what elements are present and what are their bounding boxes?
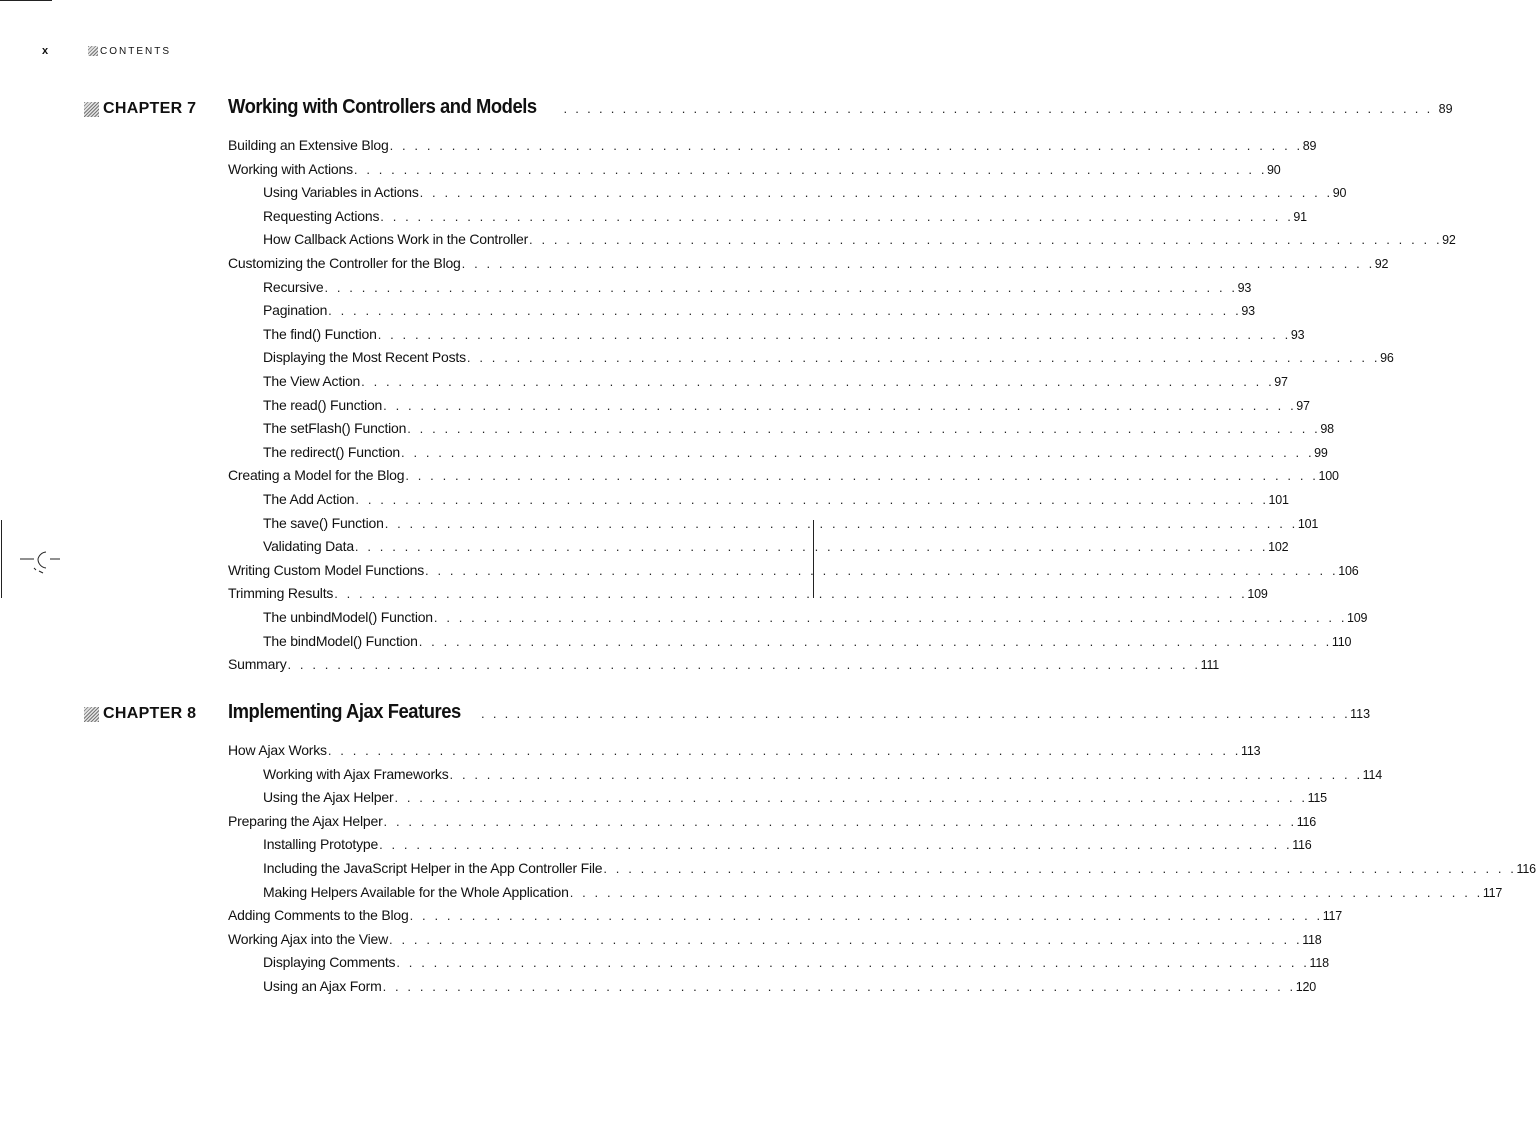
dot-leader: . . . . . . . . . . . . . . . . . . . . . . . . . . . . . . . . . . . . . . . . . . . . . . . . . . . . . . . . . . . . . . . . . . . . . . . . . . [389,931,1303,947]
toc-entry-page-number: 97 [1274,375,1288,389]
crop-mark-top [0,0,52,1]
dot-leader: . . . . . . . . . . . . . . . . . . . . . . . . . . . . . . . . . . . . . . . . . . . . . . . . . . . . . . . . . . . . . . . . . . . . . . . . . . [383,813,1297,829]
dot-leader: . . . . . . . . . . . . . . . . . . . . . . . . . . . . . . . . . . . . . . . . . . . . . . . . . . . . . . . . . . . . . . . . . . . . . . . . . . [379,837,1293,853]
chapter-title: Implementing Ajax Features [228,701,461,723]
toc-entry-title: Making Helpers Available for the Whole Application [263,883,569,900]
toc-entry-title: Validating Data [263,538,354,555]
toc-entry-title: Requesting Actions [263,207,380,224]
toc-entry-title: Recursive [263,278,324,295]
toc-entry[interactable] [263,373,1288,393]
toc-entry-title: Using the Ajax Helper [263,789,394,806]
dot-leader: . . . . . . . . . . . . . . . . . . . . . . . . . . . . . . . . . . . . . . . . . . . . . . . . . . . . . . . . . . . . . . . . . . . . . . . . . . [380,208,1294,224]
toc-entry-title: Using an Ajax Form [263,978,382,994]
chapter-title-row[interactable] [228,96,1453,119]
toc-entry[interactable] [228,137,1317,157]
toc-entry-title: Preparing the Ajax Helper [228,812,383,829]
dot-leader: . . . . . . . . . . . . . . . . . . . . . . . . . . . . . . . . . . . . . . . . . . . . . . . . . . . . . . . . . . . . . . . . . . . . . . . . . . [394,790,1308,806]
toc-entry[interactable] [228,742,1261,762]
toc-entry-page-number: 100 [1318,469,1339,484]
toc-entry-title: How Ajax Works [228,742,327,758]
toc-entry-title: Creating a Model for the Blog [228,467,405,484]
toc-entry-page-number: 116 [1516,862,1536,876]
toc-entry[interactable] [263,632,1352,653]
toc-entry-title: The View Action [263,373,361,389]
toc-entry[interactable] [263,443,1328,464]
toc-entry[interactable] [228,930,1322,951]
toc-entry[interactable] [263,396,1310,417]
toc-entry-title: Using Variables in Actions [263,184,419,201]
toc-entry-title: Including the JavaScript Helper in the App Controller File [263,860,603,876]
dot-leader: . . . . . . . . . . . . . . . . . . . . . . . . . . . . . . . . . . . . . . . . . . . . . . . . . . . . . . . . . . . . . . . . . . . . . . . . . . [396,955,1310,971]
dot-leader: . . . . . . . . . . . . . . . . . . . . . . . . . . . . . . . . . . . . . . . . . . . . . . . . . . . . . . . . . . . . . . . . . . . . . . . . . . [405,468,1319,484]
toc-entry-title: Adding Comments to the Blog [228,907,409,924]
toc-entry[interactable] [228,160,1281,181]
toc-entry-page-number: 113 [1241,744,1261,758]
toc-entry[interactable] [263,978,1316,998]
running-head-section: CONTENTS [100,45,171,57]
dot-leader: . . . . . . . . . . . . . . . . . . . . . . . . . . . . . . . . . . . . . . . . . . . . . . . . . . . . . . . . . . . . . . . . . . . . . . . . . . [529,232,1443,248]
dot-leader: . . . . . . . . . . . . . . . . . . . . . . . . . . . . . . . . . . . . . . . . . . . . . . . . . . . . . . . . . . . . . . . . . . . . . . . . . . [389,138,1303,153]
dot-leader: . . . . . . . . . . . . . . . . . . . . . . . . . . . . . . . . . . . . . . . . . . . . . . . . . . . . . . . . . . . . . . . . . . . . . . . . . . [355,492,1269,507]
toc-entry-page-number: 93 [1237,280,1252,295]
dot-leader: . . . . . . . . . . . . . . . . . . . . . . . . . . . . . . . . . . . . . . . . . . . . . . . . . . . . . . . . . . . . . . . . . . . . . . . . . . [409,908,1323,924]
hatch-marker-icon [88,46,98,56]
dot-leader: . . . . . . . . . . . . . . . . . . . . . . . . . . . . . . . . . . . . . . . . . . . . . . . . . . . . . . . . . . . . . . . . . . . . . . . . . . [334,586,1248,602]
toc-entry[interactable] [263,514,1319,535]
chapter-title-row[interactable] [228,701,1371,724]
toc-entry-page-number: 89 [1302,139,1317,153]
toc-entry[interactable] [228,585,1268,605]
toc-entry[interactable] [263,278,1252,299]
toc-entry-page-number: 106 [1338,563,1359,578]
toc-entry[interactable] [263,231,1456,251]
toc-entry-page-number: 92 [1374,257,1389,271]
toc-entry[interactable] [263,765,1382,786]
dot-leader: . . . . . . . . . . . . . . . . . . . . . . . . . . . . . . . . . . . . . . . . . . . . . . . . . . . . . . . . . . . . . . . . . . . . . . . . . . [418,633,1332,649]
toc-entry-title: How Callback Actions Work in the Controller [263,231,529,248]
toc-entry-page-number: 96 [1380,351,1394,366]
toc-entry-page-number: 116 [1292,838,1312,853]
dot-leader: . . . . . . . . . . . . . . . . . . . . . . . . . . . . . . . . . . . . . . . . . . . . . . . . . . . . . . . . . . . . . . . . . . . . . . . . . . [324,279,1238,295]
dot-leader: . . . . . . . . . . . . . . . . . . . . . . . . . . . . . . . . . . . . . . . . . . . . . . . . . . . . . . . . . . . . . . . . . . . . . . . . . . [328,303,1242,319]
toc-entry-title: The bindModel() Function [263,632,418,649]
dot-leader: . . . . . . . . . . . . . . . . . . . . . . . . . . . . . . . . . . . . . . . . . . . . . . . . . . . . . . . . . . . . . . . . . . . . . . . . . . [377,326,1291,342]
toc-entry-title: Writing Custom Model Functions [228,561,425,578]
toc-entry-page-number: 109 [1247,587,1268,602]
toc-entry-title: Customizing the Controller for the Blog [228,255,461,271]
toc-entry[interactable] [263,420,1334,440]
toc-entry-page-number: 120 [1295,980,1316,994]
toc-entry-page-number: 110 [1331,634,1352,649]
toc-entry-page-number: 99 [1314,445,1328,460]
registration-mark-icon [16,548,62,578]
dot-leader: . . . . . . . . . . . . . . . . . . . . . . . . . . . . . . . . . . . . . . . . . . . . . . . . . . . . . . . . . . . . . . . . . . . . . . . . . . [353,161,1268,177]
toc-entry-title: The unbindModel() Function [263,609,433,625]
toc-entry-title: Trimming Results [228,585,334,602]
toc-entry-title: The setFlash() Function [263,420,407,437]
toc-entry-page-number: 118 [1302,932,1322,947]
dot-leader: . . . . . . . . . . . . . . . . . . . . . . . . . . . . . . . . . . . . . . . . . . . . . . . . . . . . . . . . . . . . . . . . . . . . . . . . . . [425,562,1339,578]
toc-entry[interactable] [263,349,1394,369]
toc-entry[interactable] [263,954,1329,974]
toc-entry-page-number: 98 [1320,422,1334,437]
toc-entry-title: Building an Extensive Blog [228,137,389,153]
chapter-7 [0,96,1456,673]
page-folio: x [42,45,49,57]
hatch-marker-icon [84,102,99,117]
toc-entry[interactable] [263,883,1503,904]
toc-entry-title: The find() Function [263,325,377,342]
toc-entry-title: The Add Action [263,491,355,507]
toc-entry-page-number: 91 [1293,209,1307,224]
toc-entry[interactable] [263,789,1327,809]
dot-leader: . . . . . . . . . . . . . . . . . . . . . . . . . . . . . . . . . . . . . . . . . . . . . . . . . . . . . . . . . . . . . . . . . . . . . . . . . . [461,256,1375,271]
toc-entry[interactable] [263,207,1307,228]
dot-leader: . . . . . . . . . . . . . . . . . . . . . . . . . . . . . . . . . . . . . . . . . . . . . . . . . . . . . . . . . . . . . . . . . . . . . . . . . . [401,444,1315,460]
chapter-heading [0,96,1453,124]
dot-leader: . . . . . . . . . . . . . . . . . . . . . . . . . . . . . . . . . . . . . . . . . . . . . . . . . . . . . . . . . . . . . . . . . . . . . . . . . . [384,515,1298,531]
toc-entry-title: Working Ajax into the View [228,930,389,947]
chapter-heading [0,701,1371,729]
toc-entry-page-number: 111 [1200,658,1220,673]
toc-entry-page-number: 116 [1296,814,1317,829]
dot-leader: . . . . . . . . . . . . . . . . . . . . . . . . . . . . . . . . . . . . . . . . . . . . . . . . . . . . . . . . . . . . . . . . . . . . . . . . . . [287,657,1201,673]
dot-leader: . . . . . . . . . . . . . . . . . . . . . . . . . . . . . . . . . . . . . . . . . . . . . . . . . . . . . . . . . . . . . . . . . . . . . . . . . . [382,979,1296,994]
toc-entry-page-number: 115 [1307,791,1327,806]
toc-entry-page-number: 109 [1347,611,1368,625]
toc-entry-page-number: 118 [1309,956,1329,971]
toc-entry[interactable] [263,860,1536,880]
toc-entry-page-number: 92 [1442,233,1456,248]
chapter-number: CHAPTER 8 [103,705,197,722]
toc-entry[interactable] [228,812,1317,833]
toc-entry-page-number: 93 [1290,327,1305,342]
toc-entry-page-number: 117 [1482,885,1503,900]
dot-leader: . . . . . . . . . . . . . . . . . . . . . . . . . . . . . . . . . . . . . . . . . . . . . . . . . . . . . . . . . . . . . . . . . . . . . . . . . . [419,185,1333,201]
toc-entry-title: Displaying the Most Recent Posts [263,349,466,366]
chapter-number: CHAPTER 7 [103,100,197,117]
toc-entry-title: The redirect() Function [263,443,401,460]
crop-mark-left [1,520,2,598]
hatch-marker-icon [84,707,99,722]
toc-entry-title: Summary [228,656,287,673]
toc-entry[interactable] [228,467,1339,487]
toc-entry-page-number: 102 [1268,540,1289,555]
dot-leader: . . . . . . . . . . . . . . . . . . . . . . . . . . . . . . . . . . . . . . . . . . . . . . . . . . . . . . . . . . . . . . . . . . . . . . . . . . [354,539,1269,555]
toc-entry[interactable] [263,302,1255,322]
toc-entry[interactable] [263,491,1289,511]
chapter-8 [0,701,1536,994]
dot-leader: . . . . . . . . . . . . . . . . . . . . . . . . . . . . . . . . . . . . . . . . . . . . . . . . . . . . . . . . . . . . . . . . . . . . . . . . . . [481,706,1351,721]
chapter-label [84,705,196,723]
dot-leader: . . . . . . . . . . . . . . . . . . . . . . . . . . . . . . . . . . . . . . . . . . . . . . . . . . . . . . . . . . . . . . . . . . . . . . . . . . [433,610,1348,625]
dot-leader: . . . . . . . . . . . . . . . . . . . . . . . . . . . . . . . . . . . . . . . . . . . . . . . . . . . . . . . . . . . . . . . . . . . . . . . . . . [449,766,1363,782]
toc-entry-title: The read() Function [263,396,383,413]
toc-entry-page-number: 117 [1322,909,1343,924]
toc-entry-page-number: 90 [1332,186,1347,201]
toc-entry[interactable] [263,325,1305,346]
toc-entry-page-number: 101 [1297,516,1319,531]
toc-entry-title: Pagination [263,302,328,319]
toc-entry-page-number: 97 [1296,398,1310,413]
toc-entry-title: Displaying Comments [263,954,396,971]
toc-entry[interactable] [228,907,1343,927]
running-head [42,44,171,58]
toc-entry-title: Working with Ajax Frameworks [263,765,449,782]
dot-leader: . . . . . . . . . . . . . . . . . . . . . . . . . . . . . . . . . . . . . . . . . . . . . . . . . . . . . . . . . . . . . . . . . . . . . . . . . . [466,350,1381,366]
dot-leader: . . . . . . . . . . . . . . . . . . . . . . . . . . . . . . . . . . . . . . . . . . . . . . . . . . . . . . . . . . . . . . . . . . . . . . . . . . [407,421,1321,437]
chapter-title: Working with Controllers and Models [228,96,537,118]
toc-entry[interactable] [228,255,1389,275]
toc-entry[interactable] [263,538,1289,558]
toc-entry[interactable] [228,561,1359,582]
toc-entry[interactable] [263,836,1312,856]
toc-entry-title: Working with Actions [228,160,353,177]
dot-leader: . . . . . . . . . . . . . . . . . . . . . . . . . . . . . . . . . . . . . . . . . . . . . . . . . . . . . . . . . . . . . . . . . . . . . . . . . . [361,374,1275,389]
toc-entry-page-number: 93 [1241,304,1255,319]
toc-entry-page-number: 90 [1267,162,1281,177]
toc-entry-page-number: 114 [1362,767,1382,782]
toc-entry-title: The save() Function [263,514,384,531]
toc-entry-title: Installing Prototype [263,836,379,853]
toc-entry[interactable] [228,656,1220,676]
dot-leader: . . . . . . . . . . . . . . . . . . . . . . . . . . . . . . . . . . . . . . . . . . . . . . . . . . . . . . . . . . . . . . . . . . . . . . . . . . [327,743,1241,758]
toc-entry-page-number: 101 [1268,493,1289,507]
chapter-label [84,100,196,118]
toc-entry[interactable] [263,184,1347,204]
dot-leader: . . . . . . . . . . . . . . . . . . . . . . . . . . . . . . . . . . . . . . . . . . . . . . . . . . . . . . . . . . . . . . . . . . . . . . . . . . [603,861,1517,876]
chapter-page-number: 113 [1350,707,1371,721]
dot-leader: . . . . . . . . . . . . . . . . . . . . . . . . . . . . . . . . . . . . . . . . . . . . . . . . . . . . . . . . . . . . . . . . . . . . . . . . . . [563,101,1433,116]
dot-leader: . . . . . . . . . . . . . . . . . . . . . . . . . . . . . . . . . . . . . . . . . . . . . . . . . . . . . . . . . . . . . . . . . . . . . . . . . . [383,397,1297,413]
chapter-page-number: 89 [1438,102,1453,116]
dot-leader: . . . . . . . . . . . . . . . . . . . . . . . . . . . . . . . . . . . . . . . . . . . . . . . . . . . . . . . . . . . . . . . . . . . . . . . . . . [569,884,1483,900]
toc-entry[interactable] [263,609,1368,629]
